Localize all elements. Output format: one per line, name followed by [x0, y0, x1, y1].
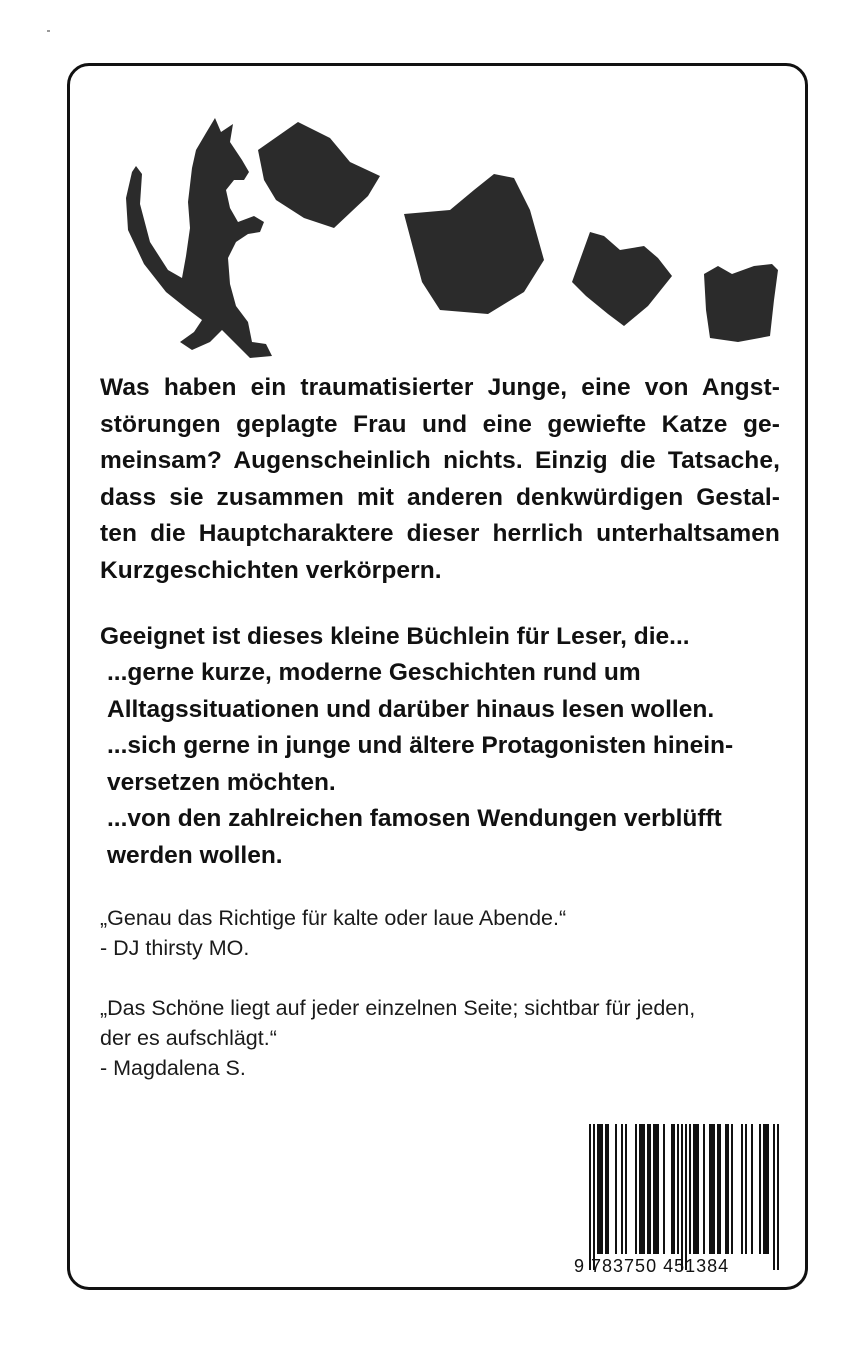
- barcode-bar: [607, 1124, 609, 1254]
- barcode-bar: [671, 1124, 673, 1254]
- barcode-bar: [605, 1124, 607, 1254]
- list-item: ...sich gerne in junge und ältere Protagonisten hinein-: [107, 732, 734, 759]
- barcode-bar: [745, 1124, 747, 1254]
- barcode-bar: [621, 1124, 623, 1254]
- barcode-bar: [685, 1124, 687, 1270]
- quote-text: der es aufschlägt.“: [100, 1026, 277, 1050]
- barcode-bar: [643, 1124, 645, 1254]
- barcode-bar: [727, 1124, 729, 1254]
- quote-author: - DJ thirsty MO.: [100, 936, 250, 960]
- barcode-bar: [635, 1124, 637, 1254]
- review-quote: [100, 903, 566, 963]
- book-icon: [572, 232, 672, 326]
- barcode-bar: [639, 1124, 641, 1254]
- list-item: versetzen möchten.: [107, 768, 336, 796]
- barcode-bar: [713, 1124, 715, 1254]
- barcode-bar: [777, 1124, 779, 1270]
- blurb-line: störungen geplagte Frau und eine gewiefte Katze ge-: [100, 410, 780, 438]
- suitability-list: [107, 655, 737, 874]
- barcode-bar: [653, 1124, 655, 1254]
- barcode-bar: [641, 1124, 643, 1254]
- barcode-bar: [693, 1124, 695, 1254]
- blurb-line: ten die Hauptcharaktere dieser herrlich unterhaltsamen: [100, 520, 780, 547]
- barcode-bar: [759, 1124, 761, 1254]
- list-item: werden wollen.: [107, 841, 283, 869]
- barcode-bar: [719, 1124, 721, 1254]
- barcode-bar: [741, 1124, 743, 1254]
- isbn-number: 9 783750 451384: [574, 1256, 730, 1276]
- barcode-bar: [599, 1124, 601, 1254]
- barcode-bar: [731, 1124, 733, 1254]
- barcode-bar: [725, 1124, 727, 1254]
- blurb-line: dass sie zusammen mit anderen denkwürdigen Gestal-: [100, 483, 780, 511]
- barcode-bar: [697, 1124, 699, 1254]
- barcode-bar: [589, 1124, 591, 1270]
- barcode-bar: [649, 1124, 651, 1254]
- barcode-bar: [709, 1124, 711, 1254]
- barcode-bar: [695, 1124, 697, 1254]
- quote-text: „Genau das Richtige für kalte oder laue Abende.“: [100, 906, 567, 930]
- blurb-line: Kurzgeschichten verkörpern.: [100, 556, 442, 584]
- barcode-bar: [773, 1124, 775, 1270]
- barcode-bar: [647, 1124, 649, 1254]
- barcode-bar: [655, 1124, 657, 1254]
- barcode-bar: [593, 1124, 595, 1270]
- barcode-bar: [615, 1124, 617, 1254]
- speck: [47, 30, 50, 32]
- barcode-bar: [663, 1124, 665, 1254]
- barcode-bar: [625, 1124, 627, 1254]
- barcode-bar: [763, 1124, 765, 1254]
- book-icon: [404, 174, 544, 314]
- barcode-bar: [703, 1124, 705, 1254]
- barcode-bar: [717, 1124, 719, 1254]
- suitability-intro: Geeignet ist dieses kleine Büchlein für Leser, die...: [100, 623, 690, 650]
- barcode-bar: [767, 1124, 769, 1254]
- barcode-bar: [657, 1124, 659, 1254]
- cat-and-books-illustration: [118, 110, 788, 365]
- barcode-bar: [601, 1124, 603, 1254]
- cat-silhouette-icon: [126, 118, 272, 358]
- barcode-bar: [597, 1124, 599, 1254]
- barcode-bar: [681, 1124, 683, 1270]
- barcode-bar: [751, 1124, 753, 1254]
- barcode-bar: [711, 1124, 713, 1254]
- book-icon: [258, 122, 380, 228]
- quote-author: - Magdalena S.: [100, 1056, 246, 1080]
- blurb-paragraph: [100, 370, 780, 589]
- quote-text: „Das Schöne liegt auf jeder einzelnen Seite; sichtbar für jeden,: [100, 996, 696, 1020]
- blurb-line: Was haben ein traumatisierter Junge, eine von Angst-: [100, 374, 780, 401]
- book-icon: [704, 264, 778, 342]
- list-item: ...von den zahlreichen famosen Wendungen verblüfft: [107, 805, 722, 832]
- review-quote: [100, 993, 695, 1083]
- blurb-line: meinsam? Augenscheinlich nichts. Einzig die Tatsache,: [100, 447, 780, 474]
- list-item: ...gerne kurze, moderne Geschichten rund um: [107, 659, 641, 686]
- barcode-bar: [673, 1124, 675, 1254]
- barcode-bar: [689, 1124, 691, 1254]
- barcode-bar: [765, 1124, 767, 1254]
- list-item: Alltagssituationen und darüber hinaus lesen wollen.: [107, 695, 715, 723]
- barcode-bar: [677, 1124, 679, 1254]
- isbn-barcode: [574, 1122, 782, 1282]
